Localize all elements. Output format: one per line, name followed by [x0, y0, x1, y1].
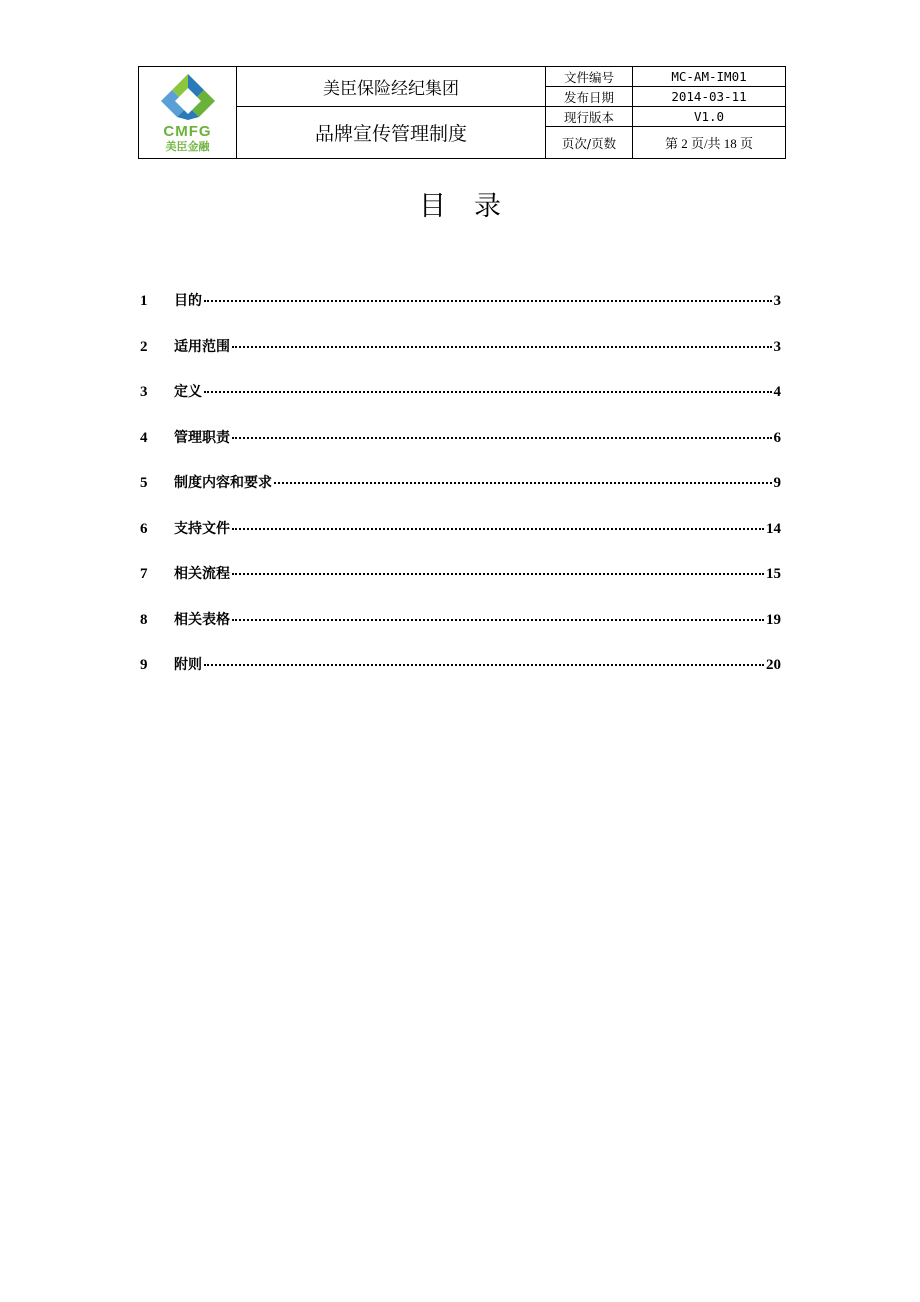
- toc-item-label: 制度内容和要求: [174, 475, 272, 491]
- toc-item-leader: [232, 346, 772, 348]
- toc-item-page: 4: [773, 384, 781, 400]
- field-label-publish-date: 发布日期: [546, 87, 633, 107]
- toc-item-leader: [204, 391, 772, 393]
- field-label-version: 现行版本: [546, 107, 633, 127]
- toc-item-number: 6: [140, 520, 148, 537]
- toc-item-page: 6: [773, 429, 781, 446]
- toc-item-page: 14: [766, 520, 781, 537]
- company-name: 美臣保险经纪集团: [237, 67, 546, 107]
- company-logo: [139, 72, 236, 153]
- toc-item-leader: [232, 437, 772, 439]
- toc-item[interactable]: [138, 472, 781, 518]
- toc-item-label: 目的: [174, 293, 202, 309]
- toc-item-label: 相关表格: [174, 611, 230, 628]
- toc-item-leader: [232, 528, 764, 530]
- field-value-page-count: 第 2 页/共 18 页: [633, 127, 786, 159]
- toc-item-page: 3: [773, 338, 781, 355]
- toc-item-number: 4: [140, 429, 148, 446]
- toc-item-page: 19: [766, 611, 781, 628]
- field-value-doc-number: MC-AM-IM01: [633, 67, 786, 87]
- toc-item-number: 2: [140, 338, 148, 355]
- toc-item-number: 3: [140, 384, 148, 400]
- field-value-version: V1.0: [633, 107, 786, 127]
- document-header-table: [138, 66, 786, 159]
- toc-item-leader: [232, 619, 764, 621]
- toc-item-leader: [204, 300, 772, 302]
- toc-item-label: 相关流程: [174, 566, 230, 582]
- toc-item-number: 7: [140, 566, 148, 582]
- toc-item-label: 管理职责: [174, 429, 230, 446]
- toc-item-page: 3: [773, 293, 781, 309]
- toc-item-number: 5: [140, 475, 148, 491]
- toc-item-leader: [204, 664, 764, 666]
- toc-item[interactable]: [138, 654, 781, 700]
- toc-item-page: 20: [766, 657, 781, 673]
- toc-item-number: 8: [140, 611, 148, 628]
- table-of-contents: [138, 290, 781, 700]
- field-label-doc-number: 文件编号: [546, 67, 633, 87]
- toc-item[interactable]: [138, 609, 781, 655]
- cmfg-logo-icon: [159, 72, 217, 122]
- toc-item-number: 1: [140, 293, 148, 309]
- toc-item[interactable]: [138, 381, 781, 427]
- field-value-publish-date: 2014-03-11: [633, 87, 786, 107]
- toc-item-number: 9: [140, 657, 148, 673]
- toc-item[interactable]: [138, 290, 781, 336]
- toc-item-label: 附则: [174, 657, 202, 673]
- logo-text-en: CMFG: [163, 123, 212, 140]
- toc-item[interactable]: [138, 563, 781, 609]
- document-title: 品牌宣传管理制度: [237, 107, 546, 159]
- field-label-page-count: 页次/页数: [546, 127, 633, 159]
- toc-item-page: 15: [766, 566, 781, 582]
- toc-item-leader: [232, 573, 764, 575]
- logo-cell: [139, 67, 237, 159]
- logo-text-cn: 美臣金融: [165, 140, 210, 153]
- toc-item[interactable]: [138, 427, 781, 473]
- toc-title: 目录: [419, 191, 529, 222]
- toc-item-leader: [274, 482, 772, 484]
- toc-item-label: 定义: [174, 384, 202, 400]
- toc-item[interactable]: [138, 518, 781, 564]
- toc-item[interactable]: [138, 336, 781, 382]
- toc-item-label: 支持文件: [174, 520, 230, 537]
- toc-item-label: 适用范围: [174, 338, 230, 355]
- toc-item-page: 9: [773, 475, 781, 491]
